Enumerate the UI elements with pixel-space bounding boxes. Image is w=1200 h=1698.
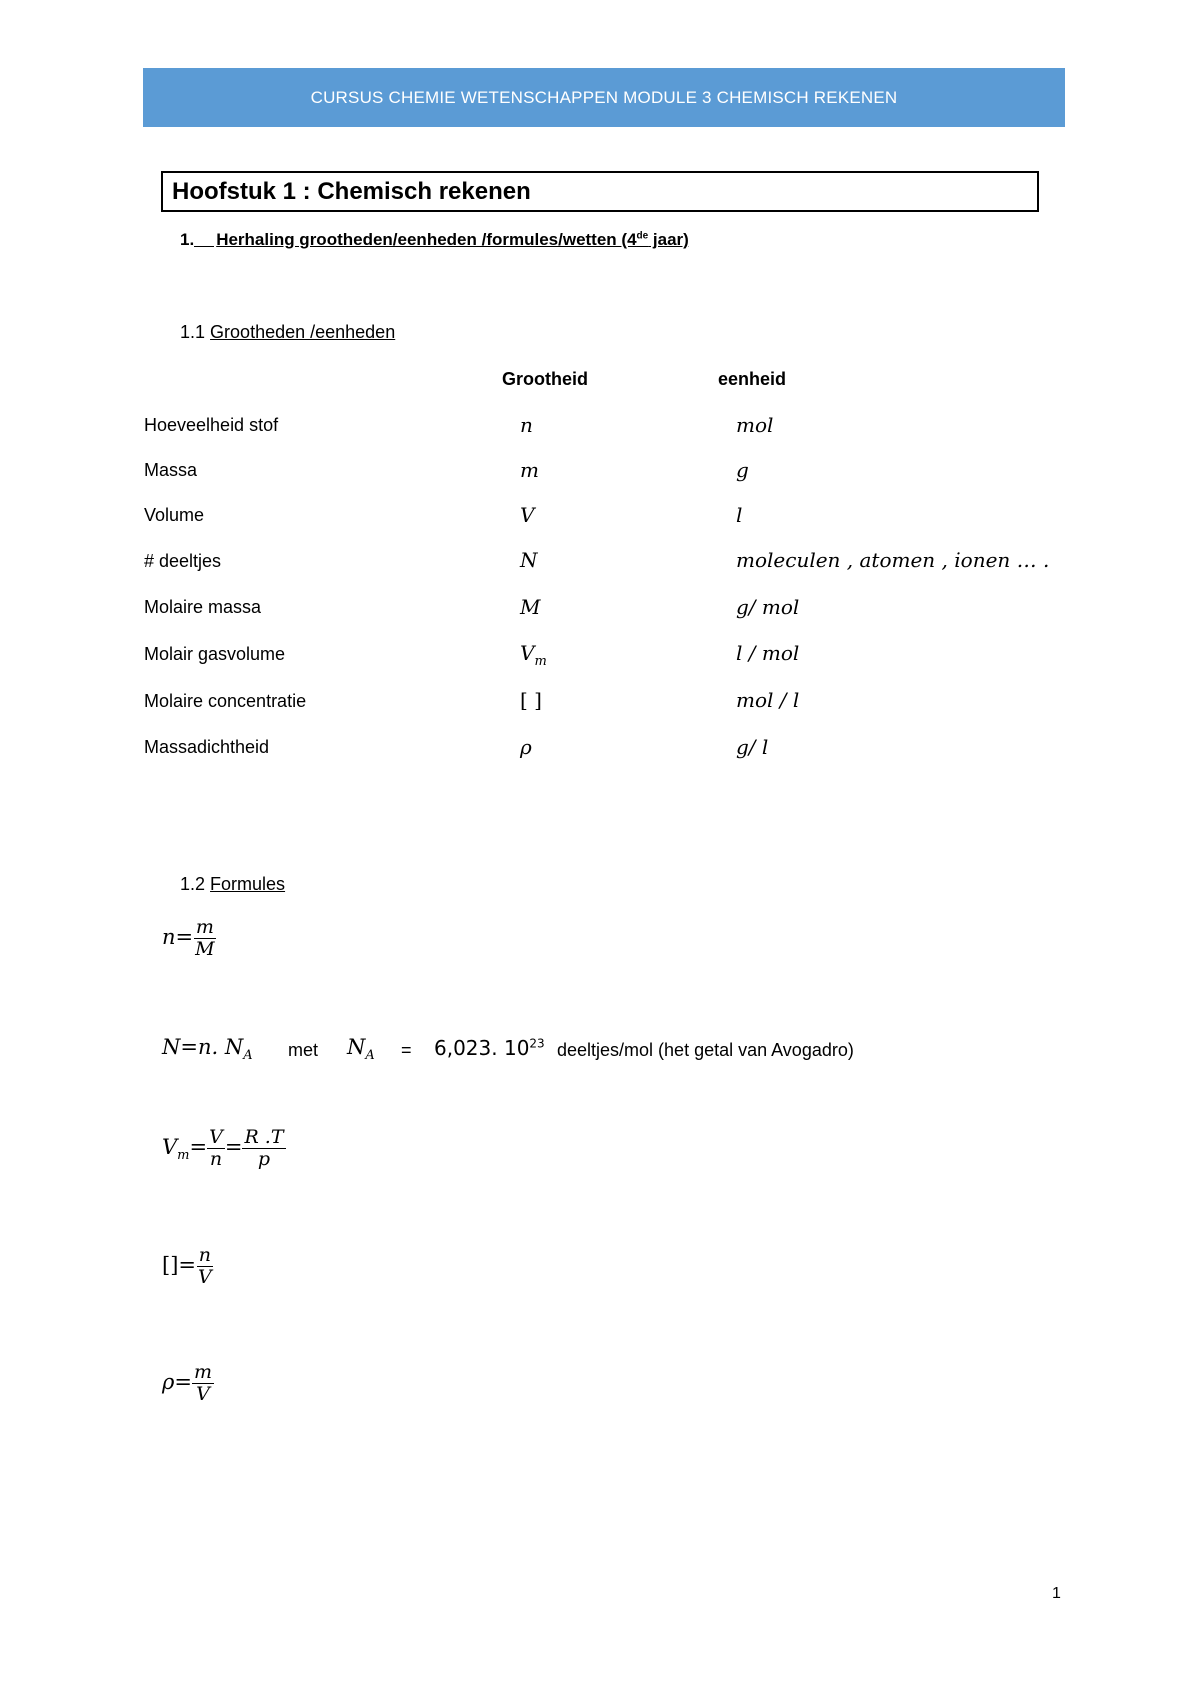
- row-label: # deeltjes: [144, 551, 222, 571]
- formula-fraction: [196, 1245, 214, 1288]
- denominator: n: [209, 1147, 223, 1170]
- section-title-text: Herhaling grootheden/eenheden /formules/wetten (4: [216, 230, 637, 249]
- row-unit: mol / l: [736, 688, 800, 712]
- formula-lhs: N=n. N: [162, 1035, 244, 1059]
- subsection-1-2: [180, 874, 285, 895]
- formula-lhs: n=: [162, 924, 194, 949]
- row-unit: mol: [736, 413, 774, 437]
- row-symbol: m: [520, 458, 539, 482]
- avogadro-description: deeltjes/mol (het getal van Avogadro): [557, 1040, 854, 1060]
- row-label: Molaire massa: [144, 597, 262, 617]
- formula-eq2: =: [224, 1134, 243, 1159]
- avogadro-mantissa: 6,023. 10: [434, 1036, 530, 1060]
- row-symbol: [ ]: [520, 688, 542, 712]
- formula-lhs: V: [162, 1134, 178, 1159]
- formula-density: [162, 1362, 214, 1405]
- formula-molar-volume: [162, 1127, 286, 1170]
- formula-concentration: [162, 1245, 214, 1288]
- chapter-title: Hoofstuk 1 : Chemisch rekenen: [172, 177, 531, 205]
- row-label: Massadichtheid: [144, 737, 270, 757]
- formula-lhs: []=: [162, 1252, 196, 1277]
- avogadro-sub: A: [365, 1048, 375, 1063]
- section-number: 1.: [180, 230, 195, 249]
- avogadro-symbol: [347, 1035, 375, 1063]
- formula-equals: =: [401, 1040, 412, 1060]
- section-title: [216, 230, 689, 249]
- formula-lhs: ρ=: [162, 1369, 192, 1394]
- row-symbol: M: [520, 595, 541, 619]
- formula-moles: [162, 917, 217, 960]
- column-header-grootheid: Grootheid: [502, 369, 588, 389]
- subsection-label: Formules: [210, 874, 286, 894]
- row-symbol: n: [520, 413, 533, 437]
- subsection-label: Grootheden /eenheden: [210, 322, 396, 342]
- formula-particles: [162, 1035, 253, 1063]
- row-symbol: V: [520, 503, 535, 527]
- row-unit: g/ mol: [736, 595, 800, 619]
- row-symbol: ρ: [520, 735, 532, 759]
- column-header-eenheid: eenheid: [718, 369, 787, 389]
- formula-lhs-sub: A: [243, 1048, 253, 1063]
- row-symbol-main: V: [520, 641, 535, 665]
- formula-fraction-2: [242, 1127, 285, 1170]
- heading-underline-gap: [194, 231, 214, 247]
- row-label: Massa: [144, 460, 198, 480]
- numerator: R .T: [244, 1126, 284, 1148]
- header-text: CURSUS CHEMIE WETENSCHAPPEN MODULE 3 CHEMISCH REKENEN: [310, 87, 898, 107]
- row-symbol: [520, 641, 547, 669]
- section-heading-1: [180, 230, 689, 250]
- denominator: p: [257, 1147, 271, 1170]
- numerator: V: [209, 1126, 223, 1148]
- formula-fraction: [192, 1362, 214, 1405]
- row-unit: moleculen , atomen , ionen … .: [736, 548, 1050, 572]
- row-symbol-sub: m: [534, 654, 547, 669]
- row-label: Molair gasvolume: [144, 644, 286, 664]
- denominator: V: [197, 1265, 212, 1288]
- avogadro-main: N: [347, 1035, 366, 1059]
- row-symbol: N: [520, 548, 538, 572]
- section-title-sup: de: [636, 230, 649, 242]
- row-label: Volume: [144, 505, 205, 525]
- formula-fraction: [193, 917, 216, 960]
- numerator: n: [198, 1244, 211, 1266]
- row-unit: l / mol: [736, 641, 800, 665]
- page-header: [143, 68, 1065, 127]
- formula-fraction-1: [207, 1127, 225, 1170]
- numerator: m: [195, 916, 214, 938]
- row-unit: l: [736, 503, 743, 527]
- denominator: V: [196, 1382, 210, 1405]
- row-unit: g/ l: [736, 735, 769, 759]
- formula-lhs-sub: m: [177, 1147, 190, 1163]
- subsection-number: 1.1: [180, 322, 206, 342]
- subsection-number: 1.2: [180, 874, 206, 894]
- row-label: Hoeveelheid stof: [144, 415, 279, 435]
- avogadro-exponent: 23: [529, 1036, 545, 1051]
- numerator: m: [193, 1361, 212, 1383]
- denominator: M: [195, 937, 215, 960]
- avogadro-value: [434, 1036, 545, 1060]
- page-number: 1: [1052, 1585, 1061, 1602]
- formula-met-text: met: [288, 1040, 319, 1060]
- chapter-title-box: [161, 171, 1039, 212]
- section-title-end: jaar): [648, 230, 689, 249]
- subsection-1-1: [180, 322, 395, 343]
- row-unit: g: [736, 458, 749, 482]
- row-label: Molaire concentratie: [144, 691, 307, 711]
- formula-eq1: =: [189, 1134, 208, 1159]
